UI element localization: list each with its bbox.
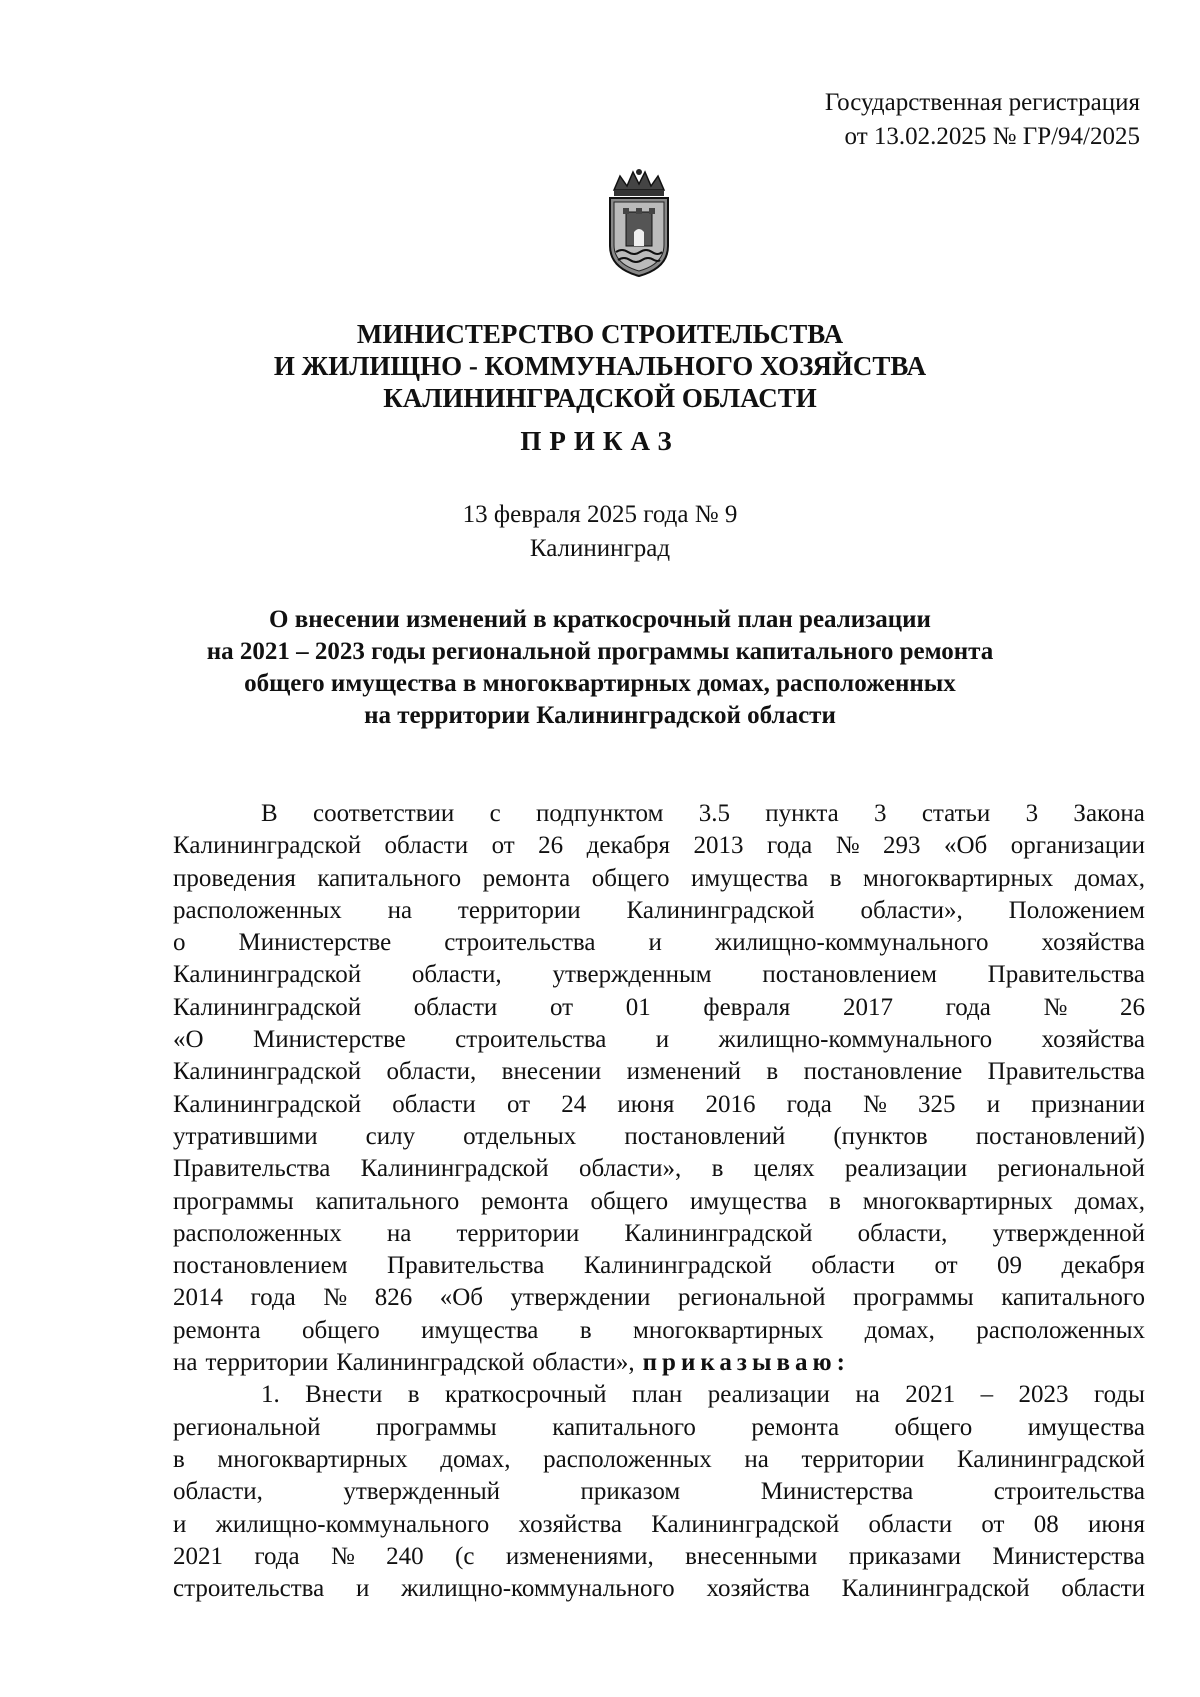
body-line: Калининградской области, утвержденным постановлением Правительства — [173, 961, 1145, 989]
registration-label: Государственная регистрация — [824, 89, 1140, 116]
item-1-line: строительства и жилищно-коммунального хозяйства Калининградской области — [173, 1575, 1145, 1603]
state-registration-stamp — [825, 86, 1140, 154]
body-line: программы капитального ремонта общего имущества в многоквартирных домах, — [173, 1187, 1145, 1215]
body-line: проведения капитального ремонта общего имущества в многоквартирных домах, — [173, 864, 1145, 892]
registration-number: от 13.02.2025 № ГР/94/2025 — [844, 123, 1140, 150]
item-1-line: 2021 года № 240 (с изменениями, внесенными приказами Министерства — [173, 1542, 1145, 1570]
order-title: ПРИКАЗ — [520, 426, 680, 456]
order-date: 13 февраля 2025 года № 9 — [462, 501, 738, 528]
subject-line-1: О внесении изменений в краткосрочный план реализации — [269, 606, 931, 633]
body-line: расположенных на территории Калининградской области, утвержденной — [173, 1219, 1145, 1247]
item-1-line: области, утвержденный приказом Министерства строительства — [173, 1478, 1145, 1506]
body-line: расположенных на территории Калининградской области», Положением — [173, 896, 1145, 924]
item-1-line: региональной программы капитального ремонта общего имущества — [173, 1413, 1145, 1441]
body-line: Калининградской области от 26 декабря 2013 года № 293 «Об организации — [173, 832, 1145, 860]
ministry-name — [0, 318, 1200, 414]
body-line: 2014 года № 826 «Об утверждении региональной программы капитального — [173, 1284, 1145, 1312]
subject-line-4: на территории Калининградской области — [364, 702, 836, 729]
body-line: Калининградской области, внесении изменений в постановление Правительства — [173, 1058, 1145, 1086]
body-line: Калининградской области от 01 февраля 2017 года № 26 — [173, 993, 1145, 1021]
ministry-line-2: И ЖИЛИЩНО - КОММУНАЛЬНОГО ХОЗЯЙСТВА — [273, 351, 927, 381]
ministry-line-3: КАЛИНИНГРАДСКОЙ ОБЛАСТИ — [383, 383, 817, 413]
ministry-line-1: МИНИСТЕРСТВО СТРОИТЕЛЬСТВА — [356, 319, 844, 349]
body-line: Калининградской области от 24 июня 2016 года № 325 и признании — [173, 1090, 1145, 1118]
body-line: ремонта общего имущества в многоквартирных домах, расположенных — [173, 1316, 1145, 1344]
body-line: «О Министерстве строительства и жилищно-коммунального хозяйства — [173, 1026, 1145, 1054]
body-line: на территории Калининградской области», приказываю: — [173, 1347, 1145, 1379]
subject-line-2: на 2021 – 2023 годы региональной программы капитального ремонта — [206, 638, 994, 665]
item-1-line: и жилищно-коммунального хозяйства Калининградской области от 08 июня — [173, 1510, 1145, 1538]
body-line: постановлением Правительства Калининградской области от 09 декабря — [173, 1252, 1145, 1280]
order-date-block — [0, 498, 1200, 566]
body-line: Правительства Калининградской области», в целях реализации региональной — [173, 1155, 1145, 1183]
kaliningrad-coat-of-arms-icon — [600, 168, 678, 278]
body-line: В соответствии с подпунктом 3.5 пункта 3 статьи 3 Закона — [261, 800, 1145, 827]
body-line: утратившими силу отдельных постановлений (пунктов постановлений) — [173, 1122, 1145, 1150]
item-1-line: 1. Внести в краткосрочный план реализации на 2021 – 2023 годы — [261, 1381, 1145, 1409]
body-line: о Министерстве строительства и жилищно-коммунального хозяйства — [173, 929, 1145, 957]
order-body — [173, 798, 1145, 1605]
item-1-line: в многоквартирных домах, расположенных на территории Калининградской — [173, 1445, 1145, 1473]
command-word: приказываю: — [642, 1349, 850, 1377]
order-city: Калининград — [529, 535, 671, 562]
order-subject — [0, 604, 1200, 732]
subject-line-3: общего имущества в многоквартирных домах, расположенных — [244, 670, 956, 697]
